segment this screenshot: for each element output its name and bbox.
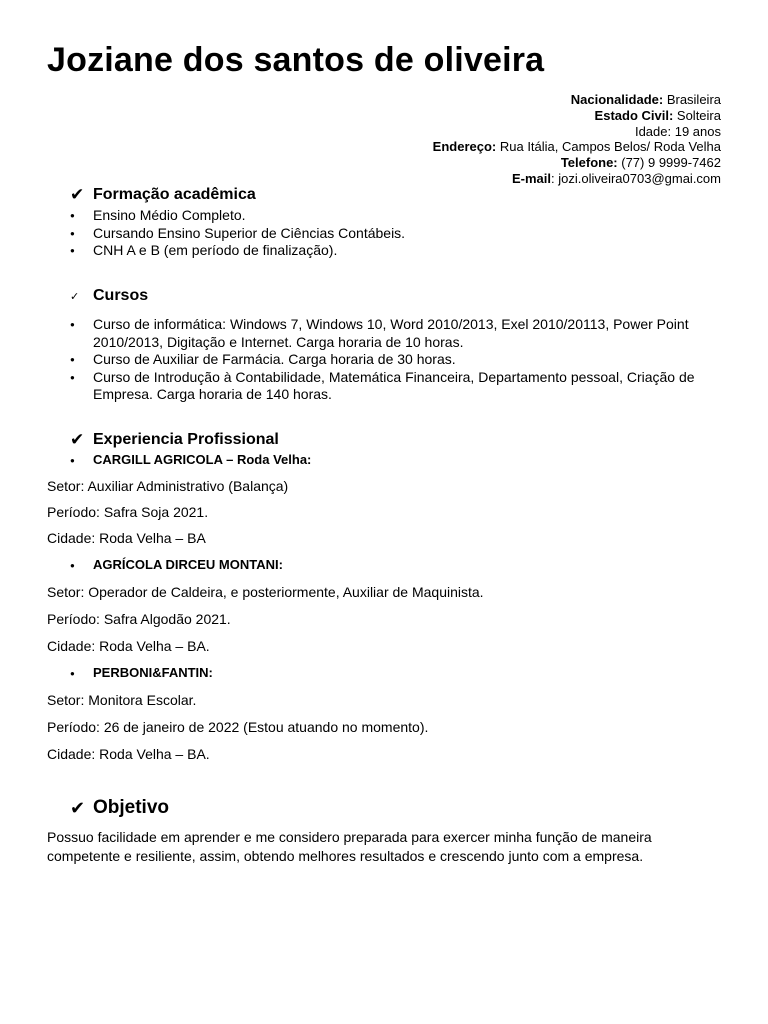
objetivo-heading [70, 797, 169, 819]
estado-civil-label: Estado Civil: [594, 107, 674, 123]
job-periodo: Período: 26 de janeiro de 2022 (Estou atuando no momento). [47, 719, 429, 735]
job-cidade: Cidade: Roda Velha – BA. [47, 746, 210, 762]
job-setor: Setor: Monitora Escolar. [47, 692, 197, 708]
list-item: ● Cursando Ensino Superior de Ciências Contábeis. [69, 225, 405, 243]
job-setor: Setor: Auxiliar Administrativo (Balança) [47, 478, 289, 494]
experiencia-heading [70, 430, 279, 450]
formacao-title: Formação acadêmica [93, 186, 256, 203]
list-item: ● Ensino Médio Completo. [69, 207, 405, 225]
telefone-value: (77) 9 9999-7462 [617, 155, 721, 171]
nacionalidade-label: Nacionalidade: [570, 92, 664, 107]
nacionalidade-value: Brasileira [663, 92, 721, 107]
objetivo-title: Objetivo [93, 797, 170, 818]
email-label: E-mail [511, 170, 551, 186]
job-company [70, 452, 311, 467]
endereco-label: Endereço: [432, 139, 497, 155]
job-setor: Setor: Operador de Caldeira, e posteriormente, Auxiliar de Maquinista. [47, 584, 484, 600]
candidate-name: Joziane dos santos de oliveira [47, 41, 545, 79]
cursos-list [69, 316, 719, 404]
idade-row: Idade: 19 anos [634, 123, 721, 139]
list-item: ● Curso de Auxiliar de Farmácia. Carga horaria de 30 horas. [69, 351, 719, 369]
cursos-title: Cursos [93, 287, 149, 304]
list-item: ● Curso de Introdução à Contabilidade, Matemática Financeira, Departamento pessoal, Criação de Empresa. Carga horaria de 140 horas. [69, 369, 719, 404]
telefone-label: Telefone: [560, 155, 618, 171]
company-name: AGRÍCOLA DIRCEU MONTANI: [93, 557, 283, 572]
checkmark-icon: ✔ [70, 185, 85, 204]
list-item: ● Curso de informática: Windows 7, Windows 10, Word 2010/2013, Exel 2010/20113, Power Point 2010/2013, Digitação e Internet. Carga horaria de 10 horas. [69, 316, 719, 351]
checkmark-icon: ✓ [70, 290, 80, 303]
nacionalidade-row [433, 92, 721, 108]
email-row [433, 171, 721, 187]
job-periodo: Período: Safra Algodão 2021. [47, 611, 231, 627]
job-company [70, 665, 213, 680]
job-periodo: Período: Safra Soja 2021. [47, 504, 209, 520]
job-cidade: Cidade: Roda Velha – BA. [47, 638, 210, 654]
experiencia-title: Experiencia Profissional [93, 431, 279, 448]
checkmark-icon: ✔ [70, 797, 86, 818]
email-value: : jozi.oliveira0703@gmai.com [551, 170, 721, 186]
job-company [70, 557, 283, 572]
bullet-icon: ● [70, 456, 75, 466]
job-cidade: Cidade: Roda Velha – BA [47, 530, 206, 546]
estado-civil-value: Solteira [673, 107, 721, 123]
company-name: PERBONI&FANTIN: [93, 665, 213, 680]
bullet-icon: ● [70, 669, 75, 679]
telefone-row [433, 155, 721, 171]
objetivo-text: Possuo facilidade em aprender e me considero preparada para exercer minha função de maneira competente e resiliente, assim, obtendo melhores resultados e crescendo junto com a empresa. [47, 829, 652, 864]
personal-info [433, 92, 721, 187]
formacao-heading [70, 185, 256, 205]
estado-civil-row [433, 108, 721, 124]
formacao-list [69, 207, 405, 260]
company-name: CARGILL AGRICOLA – Roda Velha: [93, 452, 312, 467]
list-item: ● CNH A e B (em período de finalização). [69, 242, 405, 260]
endereco-value: Rua Itália, Campos Belos/ Roda Velha [496, 139, 721, 155]
checkmark-icon: ✔ [70, 430, 85, 449]
cursos-heading [70, 287, 148, 305]
endereco-row [433, 139, 721, 155]
bullet-icon: ● [70, 561, 75, 571]
